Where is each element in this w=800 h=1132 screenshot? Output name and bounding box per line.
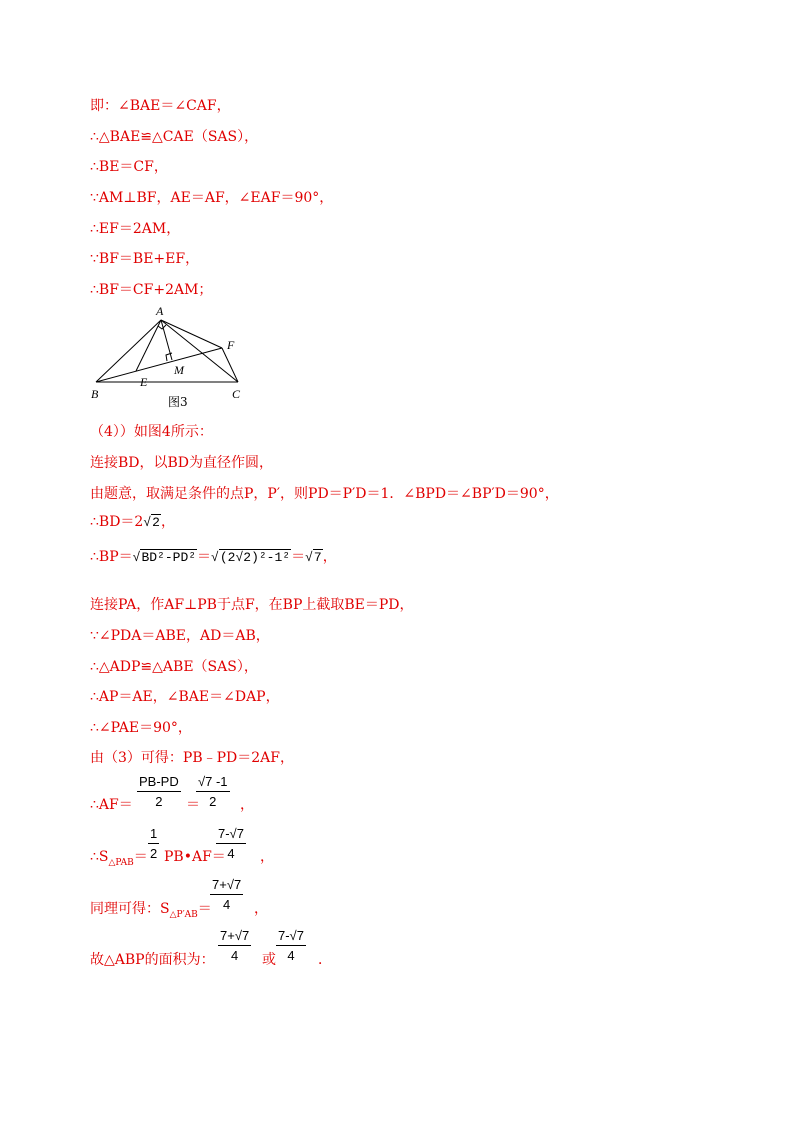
line-ap-ae: ∴AP＝AE，∠BAE＝∠DAP，	[90, 689, 280, 705]
segment-bf	[96, 348, 222, 382]
comma: ，	[240, 797, 254, 813]
label-f: F	[227, 338, 235, 352]
line-area-pab: $\therefore S_{\triangle PAB}=$	[90, 849, 148, 868]
label-m: M	[174, 363, 184, 377]
fraction-7-plus-sqrt7-a: 7+√7 4	[212, 877, 242, 912]
figure-caption: 图3	[168, 395, 188, 408]
line-area-p-prime-ab: 同理可得：$S_{\triangle P'AB}=$	[90, 901, 212, 920]
label-b: B	[91, 387, 99, 401]
period: ．	[318, 952, 332, 968]
fraction-pb-pd: PB-PD 2	[139, 774, 179, 809]
right-angle-mark-a	[158, 325, 166, 329]
equals-sign: ＝	[186, 797, 200, 813]
line-pae-90: ∴∠PAE＝90°，	[90, 720, 192, 736]
segment-af	[161, 320, 222, 348]
segment-ae	[136, 320, 161, 371]
line-from-3: 由（3）可得：PB﹣PD＝2AF，	[90, 750, 294, 766]
fraction-7-minus-sqrt7-a: 7-√7 4	[218, 826, 244, 861]
segment-ab	[96, 320, 161, 382]
line-bf-sum: ∵BF＝BE+EF，	[90, 251, 200, 267]
label-c: C	[232, 387, 241, 401]
line-adp-abe: ∴△ADP≌△ABE（SAS），	[90, 659, 258, 675]
label-e: E	[140, 375, 148, 389]
fraction-half: 1 2	[150, 826, 158, 861]
line-connect-bd: 连接BD，以BD为直径作圆，	[90, 455, 274, 471]
line-part-4: （4））如图4所示：	[90, 424, 213, 440]
line-ef-2am: ∴EF＝2AM，	[90, 221, 181, 237]
fraction-7-plus-sqrt7-b: 7+√7 4	[220, 928, 250, 963]
or-word: 或	[262, 952, 276, 968]
line-bd-value: ∴BD＝2√2，	[90, 514, 175, 530]
line-am-perp-bf: ∵AM⊥BF，AE＝AF，∠EAF＝90°，	[90, 190, 334, 206]
comma: ，	[254, 901, 268, 917]
line-angle-equal: 即：∠BAE＝∠CAF，	[90, 98, 231, 114]
line-final-area: 故△ABP的面积为：	[90, 952, 215, 968]
line-connect-pa: 连接PA，作AF⊥PB于点F，在BP上截取BE＝PD，	[90, 597, 414, 613]
radicand-bd: 2	[152, 515, 160, 530]
line-be-cf: ∴BE＝CF，	[90, 159, 168, 175]
fraction-7-minus-sqrt7-b: 7-√7 4	[278, 928, 304, 963]
fraction-sqrt7-minus-1: √7 -1 2	[198, 774, 228, 809]
line-bp-value: ∴BP＝√BD²-PD²＝√(2√2)²-1²＝√7，	[90, 549, 337, 565]
geometry-figure-3	[88, 300, 248, 408]
segment-fc	[222, 348, 238, 382]
line-pda-abe: ∵∠PDA＝ABE，AD＝AB，	[90, 628, 270, 644]
line-af-value: ∴AF＝	[90, 797, 133, 813]
line-triangle-congruent: ∴△BAE≌△CAE（SAS），	[90, 129, 259, 145]
line-bf-result: ∴BF＝CF+2AM；	[90, 282, 213, 298]
label-a: A	[156, 304, 164, 318]
comma: ，	[260, 849, 274, 865]
pb-af-product: PB•AF＝	[164, 849, 226, 865]
line-points-p: 由题意，取满足条件的点P，P′，则PD＝P′D＝1．∠BPD＝∠BP′D＝90°，	[90, 486, 559, 502]
